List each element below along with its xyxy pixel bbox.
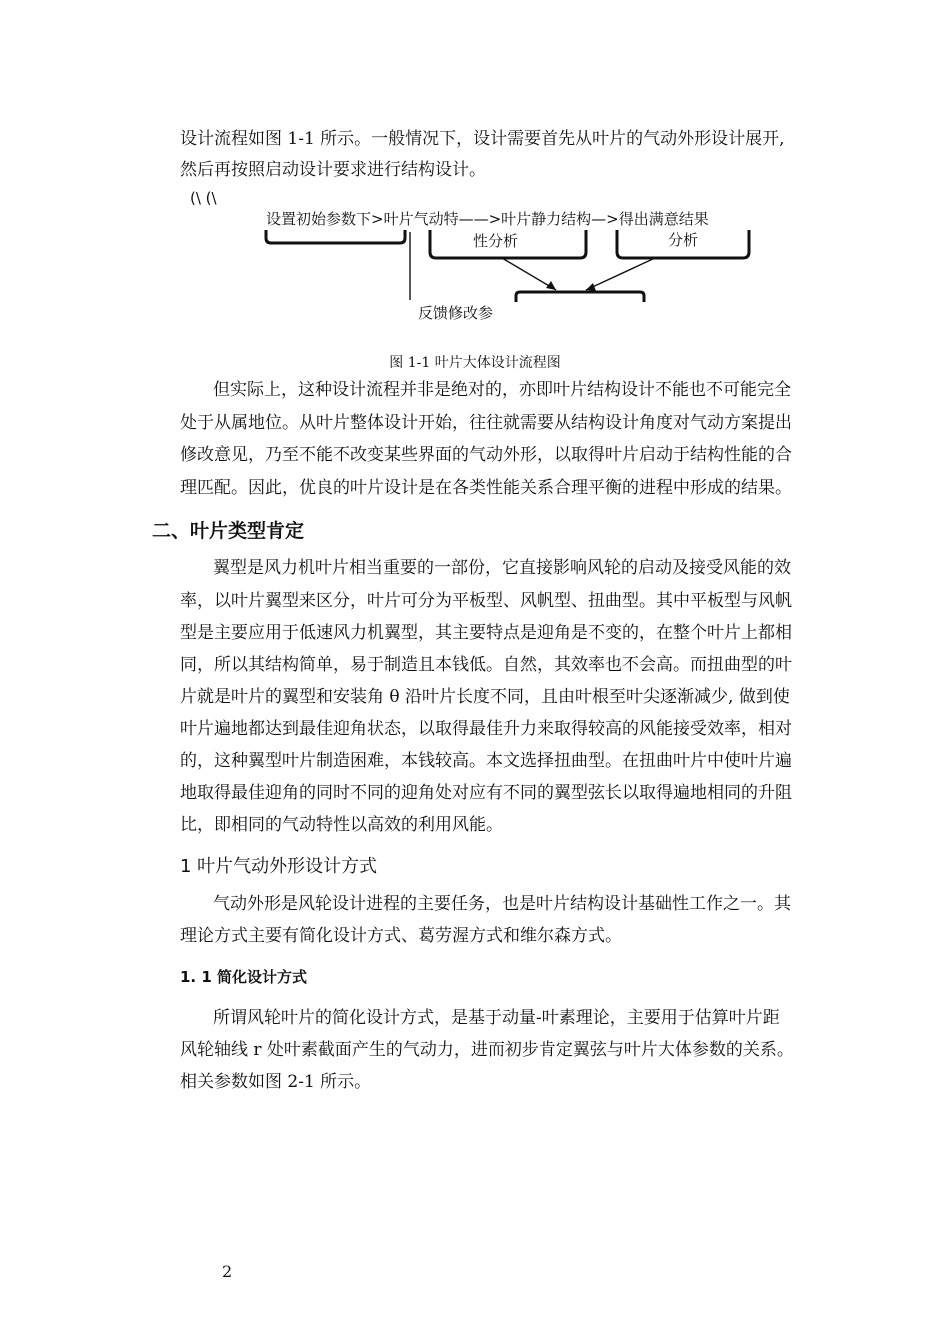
intro-line: 设计流程如图 1-1 所示。一般情况下，设计需要首先从叶片的气动外形设计展开, [180,129,785,149]
intro-line: 然后再按照启动设计要求进行结构设计。 [180,160,486,180]
feedback-label: 反馈修改参 [418,304,494,322]
paragraph-line: 相关参数如图 2-1 所示。 [180,1072,372,1092]
paragraph-line: 比，即相同的气动特性以高效的利用风能。 [180,815,503,835]
flowchart-figure [0,0,950,380]
paragraph-line: 但实际上，这种设计流程并非是绝对的，亦即叶片结构设计不能也不可能完全 [213,380,791,400]
arrow-left [502,258,556,290]
page-number: 2 [222,1262,233,1281]
subsubsection-heading: 1. 1 简化设计方式 [180,968,308,986]
paragraph-line: 理匹配。因此，优良的叶片设计是在各类性能关系合理平衡的进程中形成的结果。 [180,478,792,498]
paragraph-line: 的，这种翼型叶片制造困难，本钱较高。本文选择扭曲型。在扭曲叶片中使叶片遍 [180,751,792,771]
paragraph-line: 片就是叶片的翼型和安装角 θ 沿叶片长度不同，且由叶根至叶尖逐渐减少, 做到使 [180,687,790,707]
arrow-right [586,258,655,290]
brace-1 [266,230,405,243]
flow-line-text: 设置初始参数下>叶片气动特——>叶片静力结构—>得出满意结果 [266,210,709,228]
figure-caption: 图 1-1 叶片大体设计流程图 [389,355,561,371]
paragraph-line: 同，所以其结构简单，易于制造且本钱低。自然，其效率也不会高。而扭曲型的叶 [180,655,792,675]
sub-label-2: 分析 [668,231,699,249]
paragraph-line: 气动外形是风轮设计进程的主要任务，也是叶片结构设计基础性工作之一。其 [213,894,791,914]
sub-label-1: 性分析 [473,232,519,250]
paragraph-line: 地取得最佳迎角的同时不同的迎角处对应有不同的翼型弦长以取得遍地相同的升阻 [180,783,792,803]
paragraph-line: 型是主要应用于低速风力机翼型，其主要特点是迎角是不变的，在整个叶片上都相 [180,623,792,643]
arrow-right-head [586,283,596,291]
paragraph-line: 修改意见，乃至不能不改变某些界面的气动外形，以取得叶片启动于结构性能的合 [180,445,792,465]
paragraph-line: 处于从属地位。从叶片整体设计开始，往往就需要从结构设计角度对气动方案提出 [180,413,792,433]
stray-mark: (\ (\ [190,189,217,207]
paragraph-line: 风轮轴线 r 处叶素截面产生的气动力，进而初步肯定翼弦与叶片大体参数的关系。 [180,1040,794,1060]
section-heading: 二、叶片类型肯定 [152,520,305,542]
subsection-heading: 1 叶片气动外形设计方式 [180,856,378,877]
paragraph-line: 所谓风轮叶片的简化设计方式，是基于动量-叶素理论，主要用于估算叶片距 [213,1008,780,1028]
paragraph-line: 翼型是风力机叶片相当重要的一部份，它直接影响风轮的启动及接受风能的效 [213,558,791,578]
paragraph-line: 率，以叶片翼型来区分，叶片可分为平板型、风帆型、扭曲型。其中平板型与风帆 [180,591,792,611]
result-box-top [516,292,644,302]
paragraph-line: 理论方式主要有简化设计方式、葛劳渥方式和维尔森方式。 [180,926,622,946]
paragraph-line: 叶片遍地都达到最佳迎角状态，以取得最佳升力来取得较高的风能接受效率，相对 [180,719,792,739]
